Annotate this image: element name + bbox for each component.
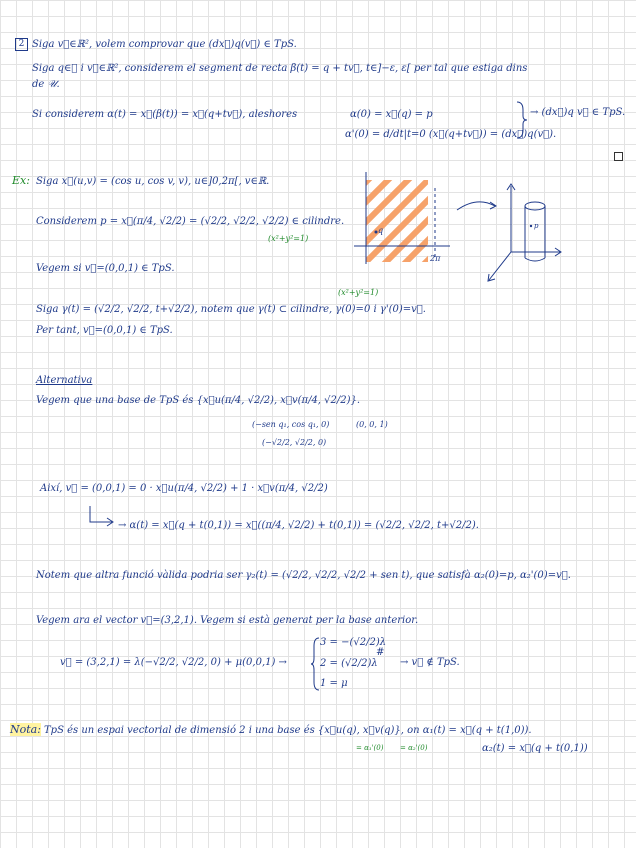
problem-number: 2	[15, 38, 28, 51]
problem-line-3: de 𝒰.	[32, 79, 60, 90]
alternativa-title: Alternativa	[36, 375, 93, 386]
xu-expression-2: (−√2/2, √2/2, 0)	[262, 438, 327, 447]
example-line-5: Per tant, v⃗=(0,0,1) ∈ TpS.	[36, 325, 173, 336]
problem-line-4a: Si considerem α(t) = x⃗(β(t)) = x⃗(q+tv⃗), aleshores	[32, 109, 298, 120]
alternativa-line-3: → α(t) = x⃗(q + t(0,1)) = x⃗((π/4, √2/2) + t(0,1)) = (√2/2, √2/2, t+√2/2).	[118, 520, 479, 531]
cylinder-figure	[485, 180, 565, 290]
example-note-2: (x²+y²=1)	[338, 288, 379, 297]
nota-under-1: = α₁'(0)	[356, 744, 384, 752]
cylinder-point-label: p	[534, 222, 539, 230]
system-brace-icon	[310, 636, 320, 692]
alternativa-line-6: v⃗ = (3,2,1) = λ(−√2/2, √2/2, 0) + μ(0,0,1) →	[60, 657, 287, 668]
nota-label: Nota:	[10, 723, 41, 736]
system-eq-3: 1 = μ	[320, 678, 348, 689]
nota-line-2: α₂(t) = x⃗(q + t(0,1))	[482, 743, 588, 754]
problem-line-4b: α(0) = x⃗(q) = p	[350, 109, 433, 120]
system-contradiction: #	[376, 647, 385, 658]
problem-line-2: Siga q∈𝒰 i v⃗∈ℝ², considerem el segment de recta β(t) = q + tv⃗, t∈]−ε, ε[ per tal que estiga dins	[32, 63, 528, 74]
problem-result: → (dx⃗)q v⃗ ∈ TpS.	[530, 107, 626, 118]
alternativa-line-4: Notem que altra funció vàlida podria ser γ₂(t) = (√2/2, √2/2, √2/2 + sen t), que satisfà α₂(0)=p, α₂'(0)=v⃗.	[36, 570, 571, 581]
example-line-4: Siga γ(t) = (√2/2, √2/2, t+√2/2), notem que γ(t) ⊂ cilindre, γ(0)=0 i γ'(0)=v⃗.	[36, 304, 426, 315]
brace-icon	[515, 100, 527, 140]
domain-axis-label: 2π	[430, 254, 441, 263]
domain-figure	[350, 168, 460, 268]
return-arrow-icon	[88, 506, 116, 528]
example-line-1: Siga x⃗(u,v) = (cos u, cos v, v), u∈]0,2π[, v∈ℝ.	[36, 176, 270, 187]
nota-line-1: TpS és un espai vectorial de dimensió 2 i una base és {x⃗u(q), x⃗v(q)}, on α₁(t) = x⃗(q + t(1,0)).	[44, 725, 532, 736]
problem-line-5: α'(0) = d/dt|t=0 (x⃗(q+tv⃗)) = (dx⃗)q(v⃗).	[345, 129, 557, 140]
alternativa-line-5: Vegem ara el vector v⃗=(3,2,1). Vegem si està generat per la base anterior.	[36, 615, 419, 626]
alternativa-result: → v⃗ ∉ TpS.	[400, 657, 460, 668]
xu-expression-1: (−sen q₁, cos q₁, 0)	[252, 420, 330, 429]
example-label: Ex:	[12, 174, 30, 187]
checkbox[interactable]	[614, 152, 623, 161]
alternativa-line-2: Així, v⃗ = (0,0,1) = 0 · x⃗u(π/4, √2/2) + 1 · x⃗v(π/4, √2/2)	[40, 483, 328, 494]
domain-point-label: q	[378, 226, 384, 235]
problem-line-1: Siga v⃗∈ℝ², volem comprovar que (dx⃗)q(v⃗) ∈ TpS.	[32, 39, 297, 50]
example-line-3: Vegem si v⃗=(0,0,1) ∈ TpS.	[36, 263, 175, 274]
system-eq-1: 3 = −(√2/2)λ	[320, 637, 387, 648]
system-eq-2: 2 = (√2/2)λ	[320, 658, 378, 669]
example-note-1: (x²+y²=1)	[268, 234, 309, 243]
nota-under-2: = α₂'(0)	[400, 744, 428, 752]
xv-expression: (0, 0, 1)	[356, 420, 388, 429]
alternativa-line-1: Vegem que una base de TpS és {x⃗u(π/4, √2/2), x⃗v(π/4, √2/2)}.	[36, 395, 361, 406]
example-line-2: Considerem p = x⃗(π/4, √2/2) = (√2/2, √2/2, √2/2) ∈ cilindre.	[36, 216, 345, 227]
